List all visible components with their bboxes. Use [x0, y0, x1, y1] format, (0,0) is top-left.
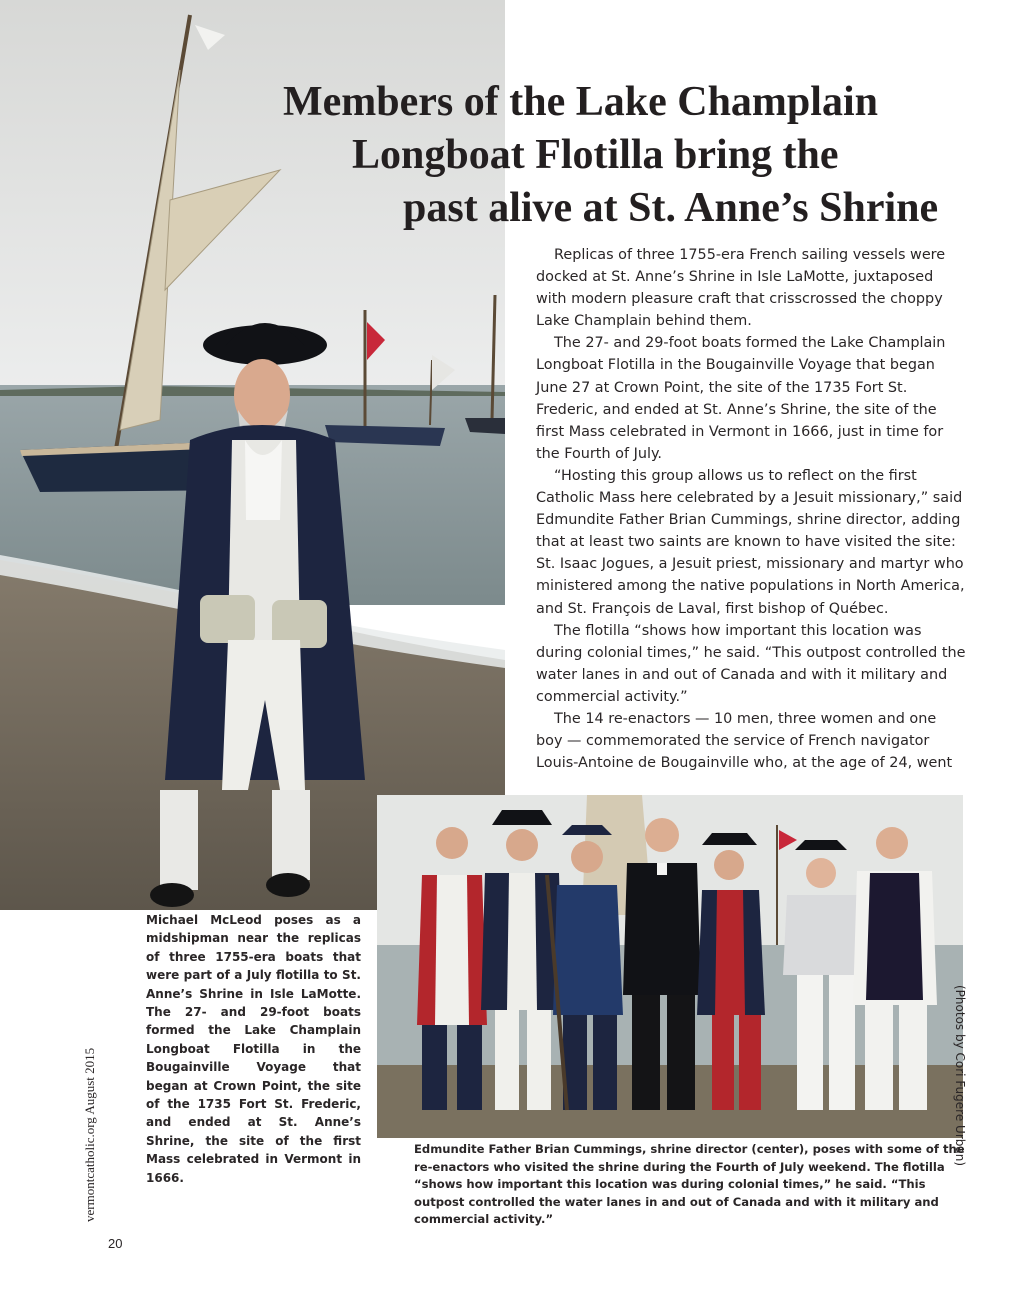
body-paragraph: Replicas of three 1755-era French sailing vessels were docked at St. Anne’s Shrine in Isle LaMotte, juxtaposed with modern pleasure craft that crisscrossed the choppy Lake Champlain behind them.	[536, 247, 946, 330]
photo-credit: (Photos by Cori Fugere Urban)	[953, 985, 967, 1167]
body-paragraph: “Hosting this group allows us to reflect on the first Catholic Mass here celebrated by a Jesuit missionary,” said Edmundite Father Brian Cummings, shrine director, adding that at least two saints are known to have visited the site: St. Isaac Jogues, a Jesuit priest, missionary and martyr who ministered among the native populations in North America, and St. François de Laval, first bishop of Québec.	[536, 467, 965, 617]
caption-main-photo: Michael McLeod poses as a midshipman near the replicas of three 1755-era boats that were part of a July flotilla to St. Anne’s Shrine in Isle LaMotte. The 27- and 29-foot boats formed the Lake Champlain Longboat Flotilla in the Bougainville Voyage that began at Crown Point, the site of the 1735 Fort St. Frederic, and ended at St. Anne’s Shrine, the site of the first Mass celebrated in Vermont in 1666.	[146, 913, 361, 1185]
page-number: 20	[108, 1236, 123, 1251]
title-line-2: Longboat Flotilla bring the	[352, 132, 839, 178]
group-photo-reenactors	[377, 795, 963, 1138]
title-line-1: Members of the Lake Champlain	[283, 79, 878, 125]
body-paragraph: The 14 re-enactors — 10 men, three women and one boy — commemorated the service of French navigator Louis-Antoine de Bougainville who, at the age of 24, went	[536, 710, 953, 772]
caption-group-photo: Edmundite Father Brian Cummings, shrine director (center), poses with some of the re-enactors who visited the shrine during the Fourth of July weekend. The flotilla “shows how important this location was during colonial times,” he said. “This outpost controlled the water lanes in and out of Canada and with it military and commercial activity.”	[414, 1142, 965, 1227]
body-paragraph: The flotilla “shows how important this location was during colonial times,” he said. “This outpost controlled the water lanes in and out of Canada and with it military and commercial activity.”	[536, 622, 966, 705]
footer-url-date: vermontcatholic.org August 2015	[82, 1047, 97, 1222]
body-paragraph: The 27- and 29-foot boats formed the Lake Champlain Longboat Flotilla in the Bougainville Voyage that began June 27 at Crown Point, the site of the 1735 Fort St. Frederic, and ended at St. Anne’s Shrine, the site of the first Mass celebrated in Vermont in 1666, just in time for the Fourth of July.	[536, 335, 946, 462]
title-line-3: past alive at St. Anne’s Shrine	[403, 185, 939, 231]
article-body	[536, 244, 966, 774]
article-title	[270, 76, 990, 235]
